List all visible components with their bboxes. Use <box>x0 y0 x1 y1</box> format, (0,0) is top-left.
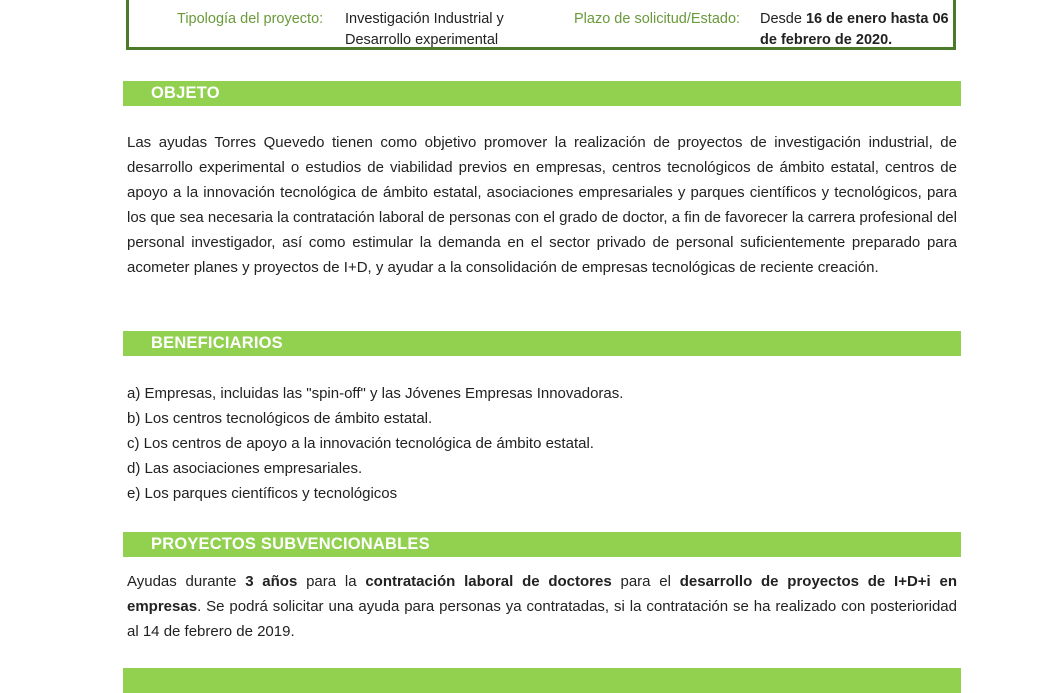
section-beneficiarios-title: BENEFICIARIOS <box>151 334 283 352</box>
list-item: c) Los centros de apoyo a la innovación tecnológica de ámbito estatal. <box>127 435 594 452</box>
plazo-dates-1: 16 de enero hasta 06 <box>805 11 949 27</box>
proyectos-bold-contract: contratación laboral de doctores <box>365 573 612 590</box>
list-item: e) Los parques científicos y tecnológicos <box>127 485 398 502</box>
plazo-value <box>760 9 952 51</box>
plazo-dates-2: de febrero de 2020. <box>760 32 893 48</box>
proyectos-text-2: para la <box>297 573 366 590</box>
tipologia-value-line1: Investigación Industrial y <box>345 11 504 27</box>
section-next-header <box>123 668 961 693</box>
section-objeto-title: OBJETO <box>151 84 220 102</box>
plazo-label: Plazo de solicitud/Estado: <box>574 11 741 27</box>
section-proyectos-title: PROYECTOS SUBVENCIONABLES <box>151 535 430 553</box>
plazo-prefix: Desde <box>760 11 806 27</box>
tipologia-label: Tipología del proyecto: <box>177 11 324 27</box>
tipologia-value-line2: Desarrollo experimental <box>345 32 499 48</box>
list-item: a) Empresas, incluidas las "spin-off" y las Jóvenes Empresas Innovadoras. <box>127 385 624 402</box>
proyectos-bold-projects: desarrollo de proyectos de I+D+i en empresas <box>127 573 957 615</box>
objeto-paragraph: Las ayudas Torres Quevedo tienen como objetivo promover la realización de proyectos de investigación industrial, de desarrollo experimental o estudios de viabilidad previos en empresas, centros tecnológicos de ámbito estatal, centros de apoyo a la innovación tecnológica de ámbito estatal, asociaciones empresariales y parques científicos y tecnológicos, para los que sea necesaria la contratación laboral de personas con el grado de doctor, a fin de favorecer la carrera profesional del personal investigador, así como estimular la demanda en el sector privado de personal suficientemente preparado para acometer planes y proyectos de I+D, y ayudar a la consolidación de empresas tecnológicas de reciente creación. <box>127 134 957 276</box>
proyectos-text-4: . Se podrá solicitar una ayuda para personas ya contratadas, si la contratación se ha realizado con posterioridad al 14 de febrero de 2019. <box>127 598 957 640</box>
section-beneficiarios-header <box>123 331 961 356</box>
proyectos-text-1: Ayudas durante <box>127 573 246 590</box>
section-objeto-header <box>123 81 961 106</box>
proyectos-paragraph <box>127 569 957 644</box>
tipologia-value <box>345 9 545 51</box>
proyectos-text-3: para el <box>611 573 680 590</box>
proyectos-bold-duration: 3 años <box>245 573 298 590</box>
beneficiarios-list <box>127 381 623 506</box>
section-proyectos-header <box>123 532 961 557</box>
list-item: d) Las asociaciones empresariales. <box>127 460 363 477</box>
project-info-box <box>126 0 956 50</box>
list-item: b) Los centros tecnológicos de ámbito estatal. <box>127 410 433 427</box>
